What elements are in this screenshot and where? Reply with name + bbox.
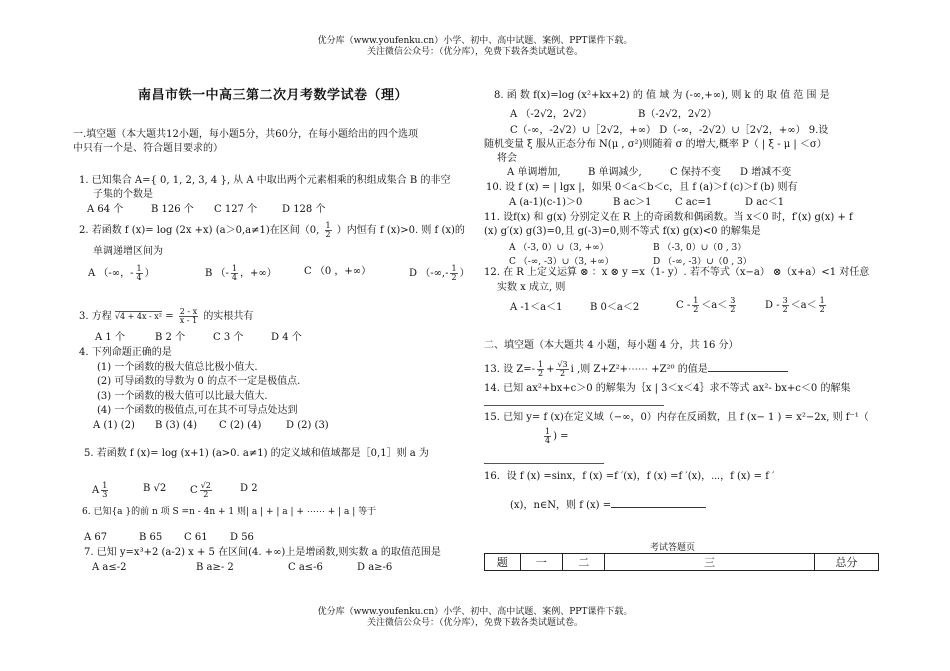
q9-option-c: C 保持不变 (670, 167, 721, 178)
footer-line-2: 关注微信公众号：（优分库），免费下载各类试题试卷。 (366, 618, 583, 628)
q2-option-b: B （- $\frac{1}{4}$ ，+∞） (205, 264, 277, 282)
q11-option-a: A （-3, 0）∪（3, +∞） (509, 243, 609, 253)
score-cell-total: 总分 (814, 554, 878, 571)
q9-option-a: A 单调增加, (507, 167, 561, 178)
q13-line: 13. 设 Z=- $\frac{1}{2}$ + $\frac{√3}{2}$ i ,则 Z+Z²+⋯⋯ +Z²⁰ 的值是 (484, 361, 788, 378)
q1-option-d: D 128 个 (282, 204, 326, 215)
q3-line: 3. 方程 √4 + 4x - x² = $\frac{2 - x}{x - 1}$ 的实根共有 (79, 307, 254, 325)
q6-option-d: D 56 (230, 532, 254, 543)
q7-option-c: C a≤-6 (288, 562, 323, 573)
q2-option-a: A （-∞，- $\frac{1}{4}$ ） (88, 264, 155, 282)
q13-answer-blank (708, 362, 788, 372)
q4-option-a: A (1) (2) (93, 420, 135, 431)
q5-option-a: A $\frac{1}{3}$ (92, 481, 108, 499)
q16-line1: 16．设 f (x) =sinx，f (x) =f ′(x)，f (x) =f ′(x)，⋯，f (x) = f ′ (484, 471, 775, 482)
q4-item-1: (1) 一个函数的极大值总比极小值大. (97, 362, 258, 373)
q4-option-b: B (3) (4) (155, 420, 198, 431)
q10-line: 10. 设 f (x) = | lgx |，如果 0＜a＜b＜c，且 f (a)＞f (c)＞f (b) 则有 (486, 182, 798, 193)
q2-text-a: 2. 若函数 f (x)= log (2x +x) (a＞0,a≠1)在区间（0, (79, 225, 320, 236)
q4-item-3: (3) 一个函数的极大值可以比最大值大. (97, 391, 268, 402)
q4-item-4: (4) 一个函数的极值点,可在其不可导点处达到 (97, 405, 298, 416)
q3-option-d: D 4 个 (271, 332, 302, 343)
q16-answer-blank (611, 498, 706, 508)
q6-line: 6. 已知{a }的前 n 项 S =n - 4n + 1 则| a | + | a | + ⋯⋯ + | a | 等于 (82, 507, 377, 517)
score-cell-part1: 一 (520, 554, 562, 571)
q11-line2: (x) g′(x) g(3)=0,且 g(-3)=0,则不等式 f(x) g(x)<0 的解集是 (484, 226, 761, 237)
q7-option-b: B a≥- 2 (196, 562, 234, 573)
q8-line1: 8. 函 数 f(x)=log (x²+kx+2) 的 值 域 为 (-∞,+∞), 则 k 的 取 值 范 围 是 (494, 90, 830, 101)
q1-line2: 子集的个数是 (93, 189, 153, 200)
q15-line2: $\frac{1}{4}$ ) = (545, 427, 569, 445)
section1-heading-line1: 一.填空题（本大题共12小题，每小题5分，共60分，在每小题给出的四个选项 (73, 129, 418, 140)
score-table-row (485, 554, 879, 571)
q2-fraction: $\frac{1}{2}$ (325, 221, 331, 239)
q1-option-c: C 127 个 (214, 204, 258, 215)
q4-line1: 4. 下列命题正确的是 (79, 347, 172, 358)
q15-line1: 15. 已知 y= f (x)在定义域（−∞，0）内存在反函数，且 f (x− 1 ) = x²−2x, 则 f⁻¹（ (484, 412, 869, 423)
q4-option-c: C (2) (4) (219, 420, 262, 431)
q5-line: 5. 若函数 f (x)= log (x+1) (a>0. a≠1) 的定义域和值域都是［0,1］则 a 为 (84, 448, 429, 459)
header-line-1: 优分库（www.youfenku.cn）小学、初中、高中试题、案例、PPT课件下载。 (317, 36, 633, 46)
q6-option-b: B 65 (139, 532, 163, 543)
q6-option-a: A 67 (84, 532, 108, 543)
q7-line: 7. 已知 y=x³+2 (a-2) x + 5 在区间(4. +∞)上是增函数,则实数 a 的取值范围是 (84, 547, 441, 558)
q4-item-2: (2) 可导函数的导数为 0 的点不一定是极值点. (97, 376, 301, 387)
q2-option-c: C （0 ，+∞） (304, 266, 372, 277)
q10-option-c: C ac=1 (675, 197, 713, 208)
q1-option-b: B 126 个 (151, 204, 194, 215)
q12-option-d: D - $\frac{3}{2}$ ＜a＜ $\frac{1}{2}$ (765, 296, 825, 314)
answer-sheet-label: 考试答题页 (650, 543, 696, 553)
q7-option-a: A a≤-2 (92, 562, 127, 573)
q15-answer-blank (484, 463, 604, 464)
q12-line2: 实数 x 成立, 则 (497, 282, 566, 293)
section2-heading: 二、填空题（本大题共 4 小题，每小题 4 分，共 16 分） (484, 340, 739, 351)
q6-option-c: C 61 (184, 532, 208, 543)
q1-option-a: A 64 个 (87, 204, 124, 215)
q9-option-b: B 单调减少, (588, 167, 642, 178)
q14-answer-blank (484, 405, 664, 406)
q9-option-d: D 增减不变 (740, 167, 792, 178)
q8-option-a: A （-2√2，2√2） (510, 109, 592, 120)
q2-option-d: D （-∞,- $\frac{1}{2}$ ） (409, 264, 470, 282)
footer-line-1: 优分库（www.youfenku.cn）小学、初中、高中试题、案例、PPT课件下载。 (317, 607, 633, 617)
q12-option-b: B 0＜a＜2 (590, 302, 640, 313)
q11-line1: 11. 设f(x) 和 g(x) 分别定义在 R 上的奇函数和偶函数。当 x＜0 时，f′(x) g(x) + f (484, 212, 853, 223)
q5-option-b: B √2 (143, 483, 167, 494)
q12-option-c: C - $\frac{1}{2}$ ＜a＜ $\frac{3}{2}$ (676, 296, 736, 314)
q5-option-d: D 2 (240, 483, 258, 494)
q16-line2: (x)，n∈N，则 f (x) = (510, 498, 706, 512)
score-cell-question: 题 (485, 554, 521, 571)
q3-option-a: A 1 个 (95, 332, 125, 343)
q2-text-b: ）内恒有 f (x)>0. 则 f (x)的 (336, 225, 465, 236)
q10-option-b: B ac＞1 (613, 197, 652, 208)
q8-line3: C（-∞，-2√2）∪［2√2，+∞） D（-∞，-2√2）∪［2√2，+∞） 9.设 (510, 125, 829, 136)
score-cell-part2: 二 (563, 554, 605, 571)
q2-line1 (79, 222, 465, 239)
q7-option-d: D a≥-6 (357, 562, 393, 573)
q14-line: 14. 已知 ax²+bx+c＞0 的解集为｛x | 3＜x＜4｝求不等式 ax²- bx+c＜0 的解集 (484, 383, 851, 394)
q11-option-c: C （-∞, -3）∪（3, +∞） (509, 257, 614, 267)
q2-line2: 单调递增区间为 (93, 246, 163, 257)
q3-option-b: B 2 个 (155, 332, 186, 343)
q5-option-c: C $\frac{√2}{2}$ (190, 481, 211, 499)
q11-option-b: B （-3, 0）∪（0 , 3） (653, 243, 747, 253)
q4-option-d: D (2) (3) (286, 420, 329, 431)
header-line-2: 关注微信公众号：（优分库），免费下载各类试题试卷。 (366, 47, 583, 57)
q11-option-d: D （-∞, -3）∪（0 , 3） (653, 257, 752, 267)
score-cell-part3: 三 (605, 554, 814, 571)
q9-line2: 将会 (497, 153, 517, 164)
q1-line1: 1. 已知集合 A={ 0, 1, 2, 3, 4 }, 从 A 中取出两个元素相乘的积组成集合 B 的非空 (79, 175, 451, 186)
q10-option-a: A (a-1)(c-1)＞0 (509, 197, 583, 208)
q12-option-a: A -1＜a＜1 (510, 302, 563, 313)
q10-option-d: D ac＜1 (745, 197, 785, 208)
q3-option-c: C 3 个 (213, 332, 244, 343)
section1-heading-line2: 中只有一个是、符合题目要求的） (73, 143, 223, 154)
q8-option-b: B（-2√2，2√2） (638, 109, 717, 120)
score-table (484, 553, 879, 571)
q12-line1: 12. 在 R 上定义运算 ⊗ ：x ⊗ y =x（1- y）. 若不等式（x−a） ⊗（x+a）<1 对任意 (484, 267, 870, 278)
q9-line1: 随机变量 ξ 服从正态分布 N(μ , σ²)则随着 σ 的增大,概率 P（ | ξ - μ | ＜σ） (484, 139, 827, 150)
page-title: 南昌市铁一中高三第二次月考数学试卷（理） (138, 88, 409, 103)
